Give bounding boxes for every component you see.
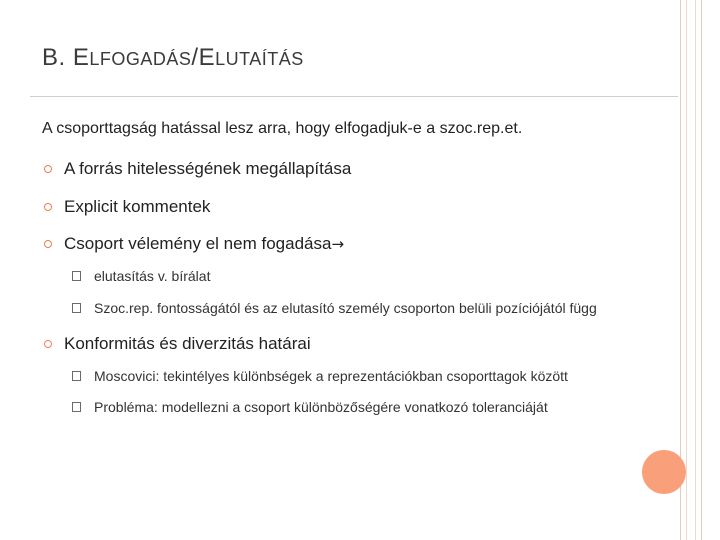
- sub-bullet-square-icon: [72, 371, 81, 381]
- decorative-frame-lines-inner: [686, 0, 696, 540]
- title-part2-initial: E: [198, 44, 216, 71]
- title-part2-rest: LUTAÍTÁS: [215, 49, 304, 69]
- sub-bullet-square-icon: [72, 402, 81, 412]
- bullet-item: A forrás hitelességének megállapítása: [64, 159, 352, 178]
- bullet-circle-icon: [44, 340, 52, 348]
- intro-text: A csoporttagság hatással lesz arra, hogy elfogadjuk-e a szoc.rep.et.: [42, 120, 523, 137]
- sub-bullet-item: elutasítás v. bírálat: [94, 268, 211, 284]
- sub-bullet-item: Moscovici: tekintélyes különbségek a reprezentációkban csoporttagok között: [94, 368, 568, 384]
- title-divider: [30, 96, 678, 97]
- bullet-circle-icon: [44, 240, 52, 248]
- bullet-item-text: Csoport vélemény el nem fogadása: [64, 234, 332, 253]
- title-part1-rest: LFOGADÁS: [89, 49, 192, 69]
- bullet-item: [64, 234, 344, 254]
- sub-bullet-square-icon: [72, 303, 81, 313]
- title-separator: /: [191, 44, 199, 71]
- arrow-right-icon: →: [331, 235, 345, 253]
- decorative-accent-circle: [642, 450, 686, 494]
- sub-bullet-square-icon: [72, 271, 81, 281]
- bullet-item: Explicit kommentek: [64, 197, 211, 216]
- bullet-circle-icon: [44, 203, 52, 211]
- bullet-circle-icon: [44, 165, 52, 173]
- slide-title: [42, 44, 304, 72]
- bullet-item: Konformitás és diverzitás határai: [64, 334, 311, 353]
- sub-bullet-item: Probléma: modellezni a csoport különbözőségére vonatkozó toleranciáját: [94, 399, 548, 415]
- title-part1-initial: B. E: [42, 44, 90, 71]
- sub-bullet-item: Szoc.rep. fontosságától és az elutasító személy csoporton belüli pozíciójától függ: [94, 300, 597, 316]
